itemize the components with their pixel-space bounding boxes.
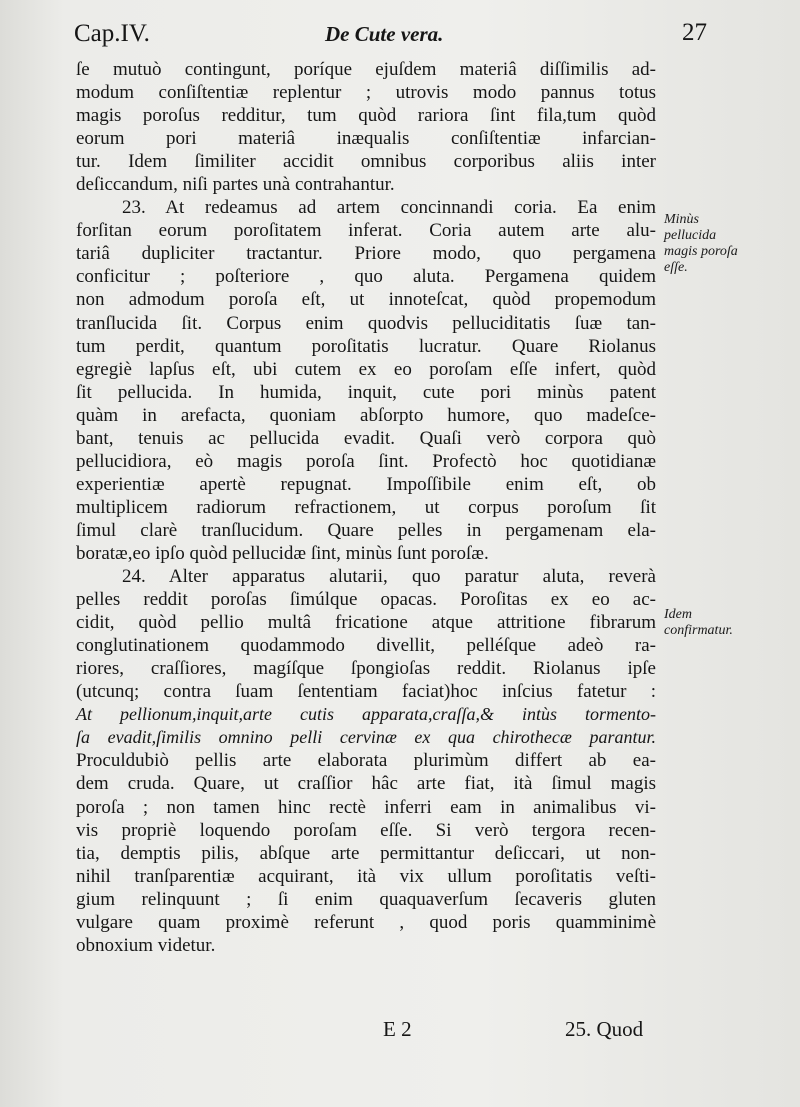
catchword: 25. Quod (565, 1017, 644, 1041)
text-line: quàm in arefacta, quoniam abſorpto humore, quo madeſce- (76, 404, 656, 426)
page-number: 27 (682, 19, 707, 46)
text-line: pelles reddit poroſas ſimúlque opacas. Poroſitas ex eo ac- (76, 589, 656, 611)
text-line: boratæ,eo ipſo quòd pellucidæ ſint, minùs ſunt poroſæ. (76, 542, 489, 564)
text-line: experientiæ apertè repugnat. Impoſſibile enim eſt, ob (76, 473, 656, 495)
text-line: dem cruda. Quare, ut craſſior hâc arte fiat, ità ſimul magis (76, 773, 656, 795)
text-line: obnoxium videtur. (76, 934, 216, 956)
text-line: vulgare quam proximè referunt , quod poris quamminimè (76, 911, 656, 933)
text-line: eorum pori materiâ inæqualis conſiſtentiæ infarcian- (76, 128, 656, 150)
quotation-line: ſa evadit,ſimilis omnino pelli cervinæ ex qua chirothecæ parantur. (76, 727, 656, 748)
text-line: gium relinquunt ; ſi enim quaquaverſum ſecaveris gluten (76, 888, 656, 910)
chapter-heading: Cap.IV. (74, 20, 150, 47)
text-line: conglutinationem quodammodo divellit, pelléſque adeò ra- (76, 635, 656, 657)
text-line: tranſlucida ſit. Corpus enim quodvis pelluciditatis ſuæ tan- (76, 312, 656, 334)
text-line: Proculdubiò pellis arte elaborata plurimùm differt ab ea- (76, 750, 656, 772)
text-line: non admodum poroſa eſt, ut innoteſcat, quòd propemodum (76, 289, 656, 311)
text-line: vis propriè loquendo poroſam eſſe. Si verò tergora recen- (76, 819, 656, 841)
paragraph-24-start: 24. Alter apparatus alutarii, quo paratur aluta, reverà (122, 566, 656, 588)
margin-note-23: Minùs pellucida magis poroſa eſſe. (664, 212, 738, 275)
signature-mark: E 2 (383, 1017, 412, 1041)
text-line: bant, tenuis ac pellucida evadit. Quaſi verò corpora quò (76, 427, 656, 449)
text-line: pellucidiora, eò magis poroſa ſint. Profectò hoc quotidianæ (76, 450, 656, 472)
text-line: magis poroſus redditur, tum quòd rariora ſint fila,tum quòd (76, 105, 656, 127)
text-line: ſit pellucida. In humida, inquit, cute pori minùs patent (76, 381, 656, 403)
text-line: tariâ dupliciter tractantur. Priore modo, quo pergamena (76, 243, 656, 265)
text-line: ſimul clarè tranſlucidum. Quare pelles in pergamenam ela- (76, 519, 656, 541)
text-line: forſitan eorum poroſitatem inferat. Coria autem arte alu- (76, 220, 656, 242)
text-line: tum perdit, quantum poroſitatis lucratur. Quare Riolanus (76, 335, 656, 357)
text-line: tur. Idem ſimiliter accidit omnibus corporibus aliis inter (76, 151, 656, 173)
text-line: egregiè lapſus eſt, ubi cutem ex eo poroſam eſſe infert, quòd (76, 358, 656, 380)
paragraph-23-start: 23. At redeamus ad artem concinnandi coria. Ea enim (122, 197, 656, 219)
margin-note-24: Idem confirmatur. (664, 607, 733, 638)
text-line: tia, demptis pilis, abſque arte permittantur deſiccari, ut non- (76, 842, 656, 864)
text-line: deſiccandum, niſi partes unà contrahantur. (76, 174, 395, 196)
running-title: De Cute vera. (325, 22, 444, 46)
text-line: conficitur ; poſteriore , quo aluta. Pergamena quidem (76, 266, 656, 288)
text-line: modum conſiſtentiæ replentur ; utrovis modo pannus totus (76, 82, 656, 104)
text-line: poroſa ; non tamen hinc rectè inferri eam in animalibus vi- (76, 796, 656, 818)
page-header (70, 16, 720, 56)
text-line: ſe mutuò contingunt, poríque ejuſdem materiâ diſſimilis ad- (76, 59, 656, 80)
text-line: multiplicem radiorum refractionem, ut corpus poroſum ſit (76, 496, 656, 518)
body-text (76, 58, 656, 957)
text-line: (utcunq; contra ſuam ſententiam faciat)hoc inſcius fatetur : (76, 681, 656, 703)
text-line: nihil tranſparentiæ acquirant, ità vix ullum poroſitatis veſti- (76, 865, 656, 887)
text-line: riores, craſſiores, magíſque ſpongioſas reddit. Riolanus ipſe (76, 658, 656, 680)
text-line: cidit, quòd pellio multâ fricatione atque attritione fibrarum (76, 612, 656, 634)
quotation-line: At pellionum,inquit,arte cutis apparata,craſſa,& intùs tormento- (76, 704, 656, 725)
